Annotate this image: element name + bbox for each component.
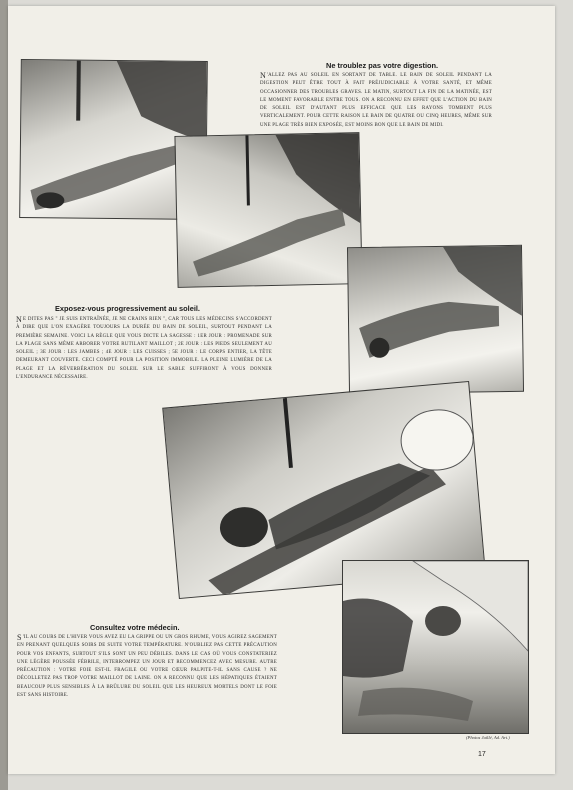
magazine-page bbox=[8, 6, 555, 774]
dropcap: N bbox=[16, 315, 23, 324]
section-text-doctor bbox=[17, 634, 277, 700]
paragraph: 'IL AU COURS DE L'HIVER VOUS AVEZ EU LA GRIPPE OU UN GROS RHUME, VOUS AGIREZ SAGEMENT EN PRENANT QUELQUES SOIRS DE SUITE VOTRE TEMPÉRATURE. N'OUBLIEZ PAS CETTE PRÉCAUTION POUR VOS ENFANTS, SURTOUT S'ILS SONT UN PEU DÉBILES. DANS LE CAS OÙ VOUS CONSTATERIEZ UNE LÉGÈRE POUSSÉE FÉBRILE, INTERROMPEZ UN JOUR ET RECOMMENCEZ AVEC MESURE. AUTRE PRÉCAUTION : VOTRE FOIE EST-IL FRAGILE OU VOTRE CŒUR PALPITE-T-IL SANS CAUSE ? NE DÉCOLLETEZ PAS TROP VOTRE MAILLOT DE LAINE. ON A RECONNU QUE LES HÉPATIQUES ÉTAIENT BEAUCOUP PLUS SENSIBLES À LA BRÛLURE DU SOLEIL QUE LES HEUREUX MORTELS DONT LE FOIE EST SANS HISTOIRE. bbox=[17, 635, 277, 699]
photo-sunbather-patterned-suit bbox=[347, 245, 524, 394]
photo-sunbather-under-tent bbox=[342, 560, 529, 734]
page-number: 17 bbox=[478, 751, 486, 758]
paragraph: 'ALLEZ PAS AU SOLEIL EN SORTANT DE TABLE. LE BAIN DE SOLEIL PENDANT LA DIGESTION PEUT ÊTRE TOUT À FAIT PRÉJUDICIABLE À VOTRE SANTÉ, ET MÊME OCCASIONNER DES TROUBLES GRAVES. LE MATIN, SURTOUT LA FIN DE LA MATINÉE, EST LE MOMENT FAVORABLE ENTRE TOUS. ON A RECONNU EN EFFET QUE L'ACTION DU BAIN DE SOLEIL EST D'AUTANT PLUS EFFICACE QUE LES RAYONS TOMBENT PLUS VERTICALEMENT. POUR CETTE RAISON LE BAIN DE QUATRE OU CINQ HEURES, MÊME SUR UNE PLAGE TRÈS BIEN EXPOSÉE, EST MOINS BON QUE LE BAIN DE MIDI. bbox=[260, 73, 492, 128]
section-text-progressive bbox=[16, 316, 272, 382]
dropcap: S bbox=[17, 633, 22, 642]
section-heading-doctor: Consultez votre médecin. bbox=[90, 623, 180, 632]
section-heading-progressive: Exposez-vous progressivement au soleil. bbox=[55, 304, 200, 313]
paragraph: E DITES PAS " JE SUIS ENTRAÎNÉE, JE NE CRAINS RIEN ", CAR TOUS LES MÉDECINS S'ACCORDENT À DIRE QUE L'ON EXAGÈRE TOUJOURS LA DURÉE DU BAIN DE SOLEIL, SURTOUT PENDANT LA PREMIÈRE SEMAINE. VOICI LA RÈGLE QUE VOUS DICTE LA SAGESSE : 1ER JOUR : PROMENADE SUR LA PLAGE SANS MÊME ARBORER VOTRE RUTILANT MAILLOT ; 2E JOUR : LES PIEDS SEULEMENT AU SOLEIL ; 3E JOUR : LES JAMBES ; 4E JOUR : LES CUISSES ; 5E JOUR : LE CORPS ENTIER, LA TÊTE DEMEURANT COUVERTE. CECI COMPTÉ POUR LA POSITION IMMOBILE. LA PLEINE LUMIÈRE DE LA PLAGE ET LA RÉVERBÉRATION DU SOLEIL SUR LE SABLE SUFFIRONT À VOUS DONNER L'ENDURANCE NÉCESSAIRE. bbox=[16, 317, 272, 381]
dropcap: N bbox=[260, 71, 267, 80]
photo-sunbather-umbrella-2 bbox=[174, 132, 362, 288]
section-heading-digestion: Ne troublez pas votre digestion. bbox=[326, 61, 439, 70]
binding-edge bbox=[0, 0, 8, 790]
section-text-digestion bbox=[260, 72, 492, 130]
photo-credit: (Photos Juillé, Ad. Art.) bbox=[466, 735, 510, 740]
